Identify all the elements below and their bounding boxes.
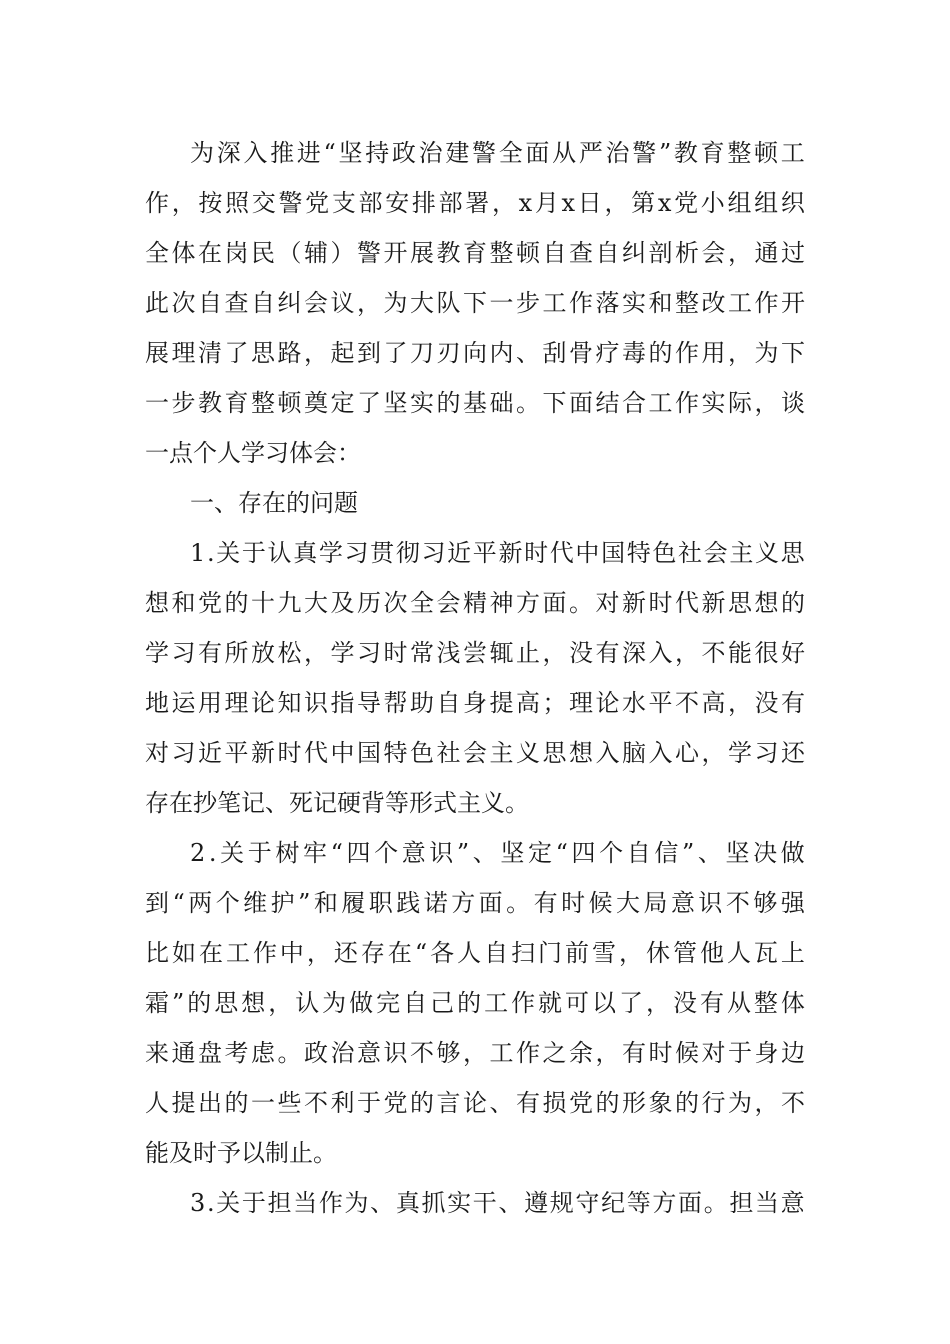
text-line: 学 习 有 所 放 松 ， 学 习 时 常 浅 尝 辄 止 ， 没 有 深 入 ， 不 能 很 好 bbox=[145, 639, 805, 667]
text-line: 3 . 关 于 担 当 作 为 、 真 抓 实 干 、 遵 规 守 纪 等 方 面 。 担 当 意 bbox=[190, 1189, 805, 1217]
text-line: 作 ， 按 照 交 警 党 支 部 安 排 部 署 ， x 月 x 日 ， 第 x 党 小 组 组 织 bbox=[145, 189, 805, 217]
text-line: 一点个人学习体会： bbox=[145, 439, 361, 467]
text-line: 比 如 在 工 作 中 ， 还 存 在 “ 各 人 自 扫 门 前 雪 ， 休 管 他 人 瓦 上 bbox=[145, 939, 805, 967]
text-line: 对 习 近 平 新 时 代 中 国 特 色 社 会 主 义 思 想 入 脑 入 心 ， 学 习 还 bbox=[145, 739, 805, 767]
text-line: 能及时予以制止。 bbox=[145, 1139, 337, 1167]
text-line: 为 深 入 推 进 “ 坚 持 政 治 建 警 全 面 从 严 治 警 ” 教 育 整 顿 工 bbox=[190, 139, 805, 167]
text-line: 1 . 关 于 认 真 学 习 贯 彻 习 近 平 新 时 代 中 国 特 色 社 会 主 义 思 bbox=[190, 539, 805, 567]
text-line: 想 和 党 的 十 九 大 及 历 次 全 会 精 神 方 面 。 对 新 时 代 新 思 想 的 bbox=[145, 589, 805, 617]
text-line: 此 次 自 查 自 纠 会 议 ， 为 大 队 下 一 步 工 作 落 实 和 整 改 工 作 开 bbox=[145, 289, 805, 317]
text-line: 一、存在的问题 bbox=[190, 489, 358, 517]
text-line: 全 体 在 岗 民 （ 辅 ） 警 开 展 教 育 整 顿 自 查 自 纠 剖 析 会 ， 通 过 bbox=[145, 239, 805, 267]
text-line: 展 理 清 了 思 路 ， 起 到 了 刀 刃 向 内 、 刮 骨 疗 毒 的 作 用 ， 为 下 bbox=[145, 339, 805, 367]
text-line: 到 “ 两 个 维 护 ” 和 履 职 践 诺 方 面 。 有 时 候 大 局 意 识 不 够 强 bbox=[145, 889, 805, 917]
text-line: 2 . 关 于 树 牢 “ 四 个 意 识 ” 、 坚 定 “ 四 个 自 信 ” 、 坚 决 做 bbox=[190, 839, 805, 867]
text-line: 一 步 教 育 整 顿 奠 定 了 坚 实 的 基 础 。 下 面 结 合 工 作 实 际 ， 谈 bbox=[145, 389, 805, 417]
text-line: 地 运 用 理 论 知 识 指 导 帮 助 自 身 提 高 ； 理 论 水 平 不 高 ， 没 有 bbox=[145, 689, 805, 717]
text-line: 来 通 盘 考 虑 。 政 治 意 识 不 够 ， 工 作 之 余 ， 有 时 候 对 于 身 边 bbox=[145, 1039, 805, 1067]
text-line: 人 提 出 的 一 些 不 利 于 党 的 言 论 、 有 损 党 的 形 象 的 行 为 ， 不 bbox=[145, 1089, 805, 1117]
text-line: 霜 ” 的 思 想 ， 认 为 做 完 自 己 的 工 作 就 可 以 了 ， 没 有 从 整 体 bbox=[145, 989, 805, 1017]
text-line: 存在抄笔记、死记硬背等形式主义。 bbox=[145, 789, 529, 817]
document-body bbox=[145, 128, 805, 1228]
